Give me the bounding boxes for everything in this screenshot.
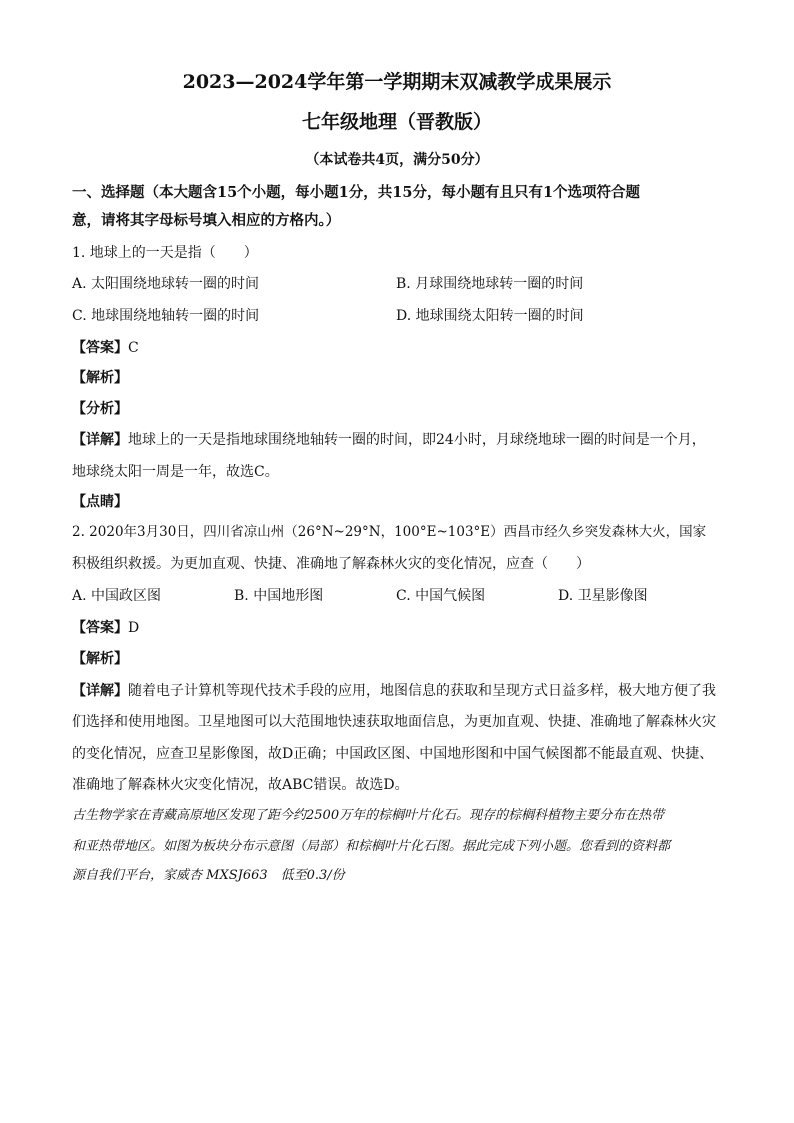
- q2-stem-line1: 2. 2020年3月30日，四川省凉山州（26°N~29°N，100°E~103°E）西昌市经久乡突发森林大火，国家: [72, 524, 707, 540]
- q1-answer: C: [128, 340, 139, 356]
- page-subtitle: 七年级地理（晋教版）: [301, 111, 492, 133]
- q2-detail-line3: 的变化情况，应查卫星影像图，故D正确；中国政区图、中国地形图和中国气候图都不能最直观、快捷、: [72, 746, 714, 762]
- q2-option-c: C. 中国气候图: [396, 588, 486, 604]
- q1-option-a: A. 太阳围绕地球转一圈的时间: [72, 276, 260, 292]
- section-heading-line1: 一、选择题（本大题含15个小题，每小题1分，共15分，每小题有且只有1个选项符合题: [72, 184, 641, 201]
- q2-detail-line4: 准确地了解森林火灾变化情况，故ABC错误。故选D。: [72, 777, 409, 793]
- material-line1: 古生物学家在青藏高原地区发现了距今约2500万年的棕榈叶片化石。现存的棕榈科植物主要分布在热带: [72, 808, 665, 823]
- q1-option-b: B. 月球围绕地球转一圈的时间: [396, 276, 584, 292]
- q2-answer: D: [128, 620, 140, 636]
- q2-option-d: D. 卫星影像图: [558, 588, 648, 604]
- q1-detail-line2: 地球绕太阳一周是一年，故选C。: [72, 464, 279, 480]
- q1-fenxi-tag: 【分析】: [72, 401, 128, 417]
- q2-detail-line1: [72, 681, 716, 701]
- q1-detail-text1: 地球上的一天是指地球围绕地轴转一圈的时间，即24小时，月球绕地球一圈的时间是一个月，: [128, 432, 706, 448]
- q2-option-a: A. 中国政区图: [72, 588, 162, 604]
- q1-analysis-tag: 【解析】: [72, 370, 128, 386]
- q1-detail-line1: [72, 430, 706, 450]
- q2-detail-tag: 【详解】: [72, 683, 128, 699]
- q1-stem: 1. 地球上的一天是指（ ）: [72, 245, 258, 261]
- q2-detail-text1: 随着电子计算机等现代技术手段的应用，地图信息的获取和呈现方式日益多样，极大地方便了我: [128, 683, 716, 699]
- q1-answer-row: [72, 338, 139, 358]
- q2-answer-row: [72, 618, 139, 638]
- q2-detail-line2: 们选择和使用地图。卫星地图可以大范围地快速获取地面信息，为更加直观、快捷、准确地了解森林火灾: [72, 714, 716, 730]
- q2-stem-line2: 积极组织救援。为更加直观、快捷、准确地了解森林火灾的变化情况，应查（ ）: [72, 556, 590, 572]
- material-line2: 和亚热带地区。如图为板块分布示意图（局部）和棕榈叶片化石图。据此完成下列小题。您看到的资料都: [72, 839, 671, 854]
- q2-option-b: B. 中国地形图: [234, 588, 324, 604]
- material-line3: 源自我们平台，家威杏 MXSJ663 低至0.3/份: [72, 868, 345, 883]
- section-heading-line2: 意，请将其字母标号填入相应的方格内。）: [72, 212, 341, 229]
- q1-comment-tag: 【点睛】: [72, 494, 128, 510]
- q1-answer-tag: 【答案】: [72, 340, 128, 356]
- q1-option-c: C. 地球围绕地轴转一圈的时间: [72, 308, 260, 324]
- exam-note: （本试卷共4页，满分50分）: [305, 152, 489, 168]
- page-title: 2023—2024学年第一学期期末双减教学成果展示: [182, 71, 612, 93]
- q2-analysis-tag: 【解析】: [72, 651, 128, 667]
- q1-detail-tag: 【详解】: [72, 432, 128, 448]
- q1-option-d: D. 地球围绕太阳转一圈的时间: [396, 308, 584, 324]
- q2-answer-tag: 【答案】: [72, 620, 128, 636]
